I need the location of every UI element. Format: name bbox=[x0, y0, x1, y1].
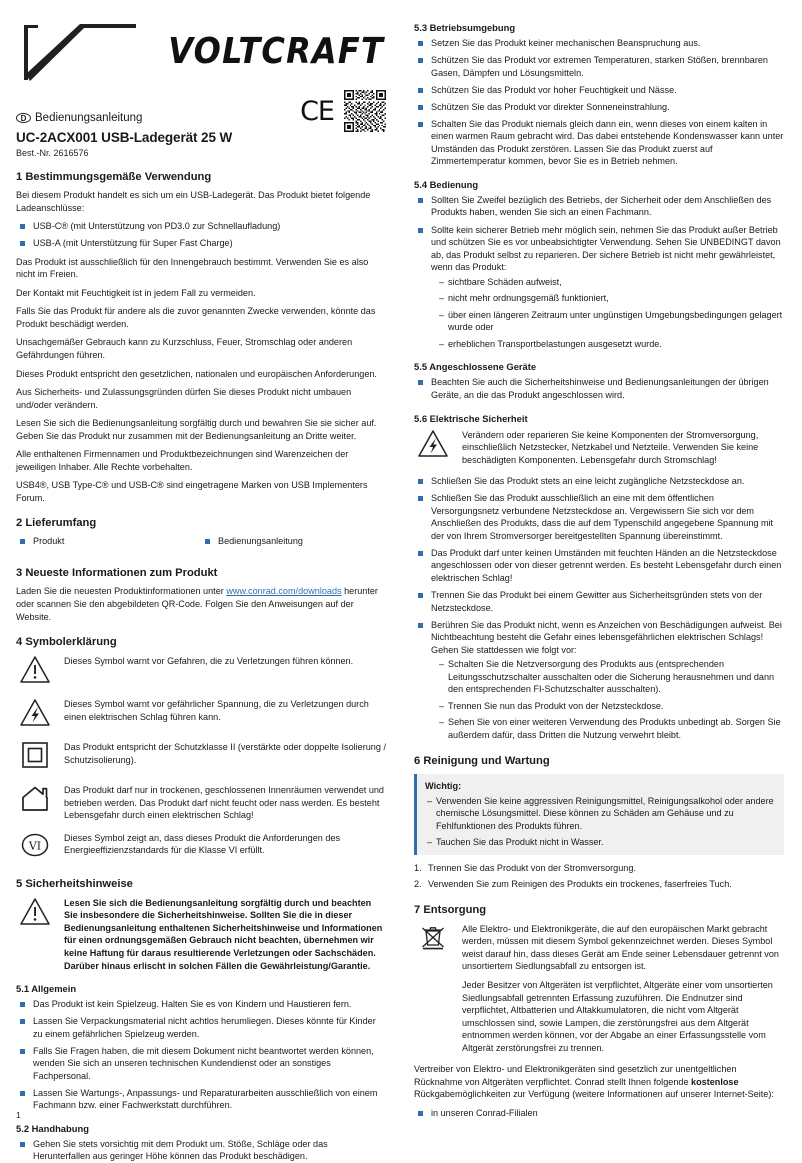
manual-keep-paragraph: Lesen Sie sich die Bedienungsanleitung sorgfältig durch und bewahren Sie sie sicher auf. Geben Sie das Produkt nur zusammen mit der Bedienungsanleitung an Dritte weiter. bbox=[16, 418, 377, 441]
list-item: Produkt bbox=[16, 535, 201, 548]
modification-paragraph: Aus Sicherheits- und Zulassungsgründen dürfen Sie dieses Produkt nicht umbauen und/oder verändern. bbox=[16, 387, 352, 410]
delivery-list-right bbox=[201, 535, 386, 552]
downloads-paragraph bbox=[16, 585, 386, 623]
symbol-row-efficiency bbox=[16, 831, 386, 865]
warning-triangle-icon bbox=[16, 654, 54, 688]
indoor-use-house-icon bbox=[16, 783, 54, 817]
note-title: Wichtig: bbox=[425, 780, 462, 791]
subsection-heading-5-3: 5.3 Betriebsumgebung bbox=[414, 22, 516, 33]
disposal-block bbox=[414, 922, 784, 1054]
list-item: Lassen Sie Wartungs-, Anpassungs- und Reparaturarbeiten ausschließlich von einem Fachmann bzw. einer Fachwerkstatt durchführen. bbox=[16, 1087, 386, 1112]
list-item: in unseren Conrad-Filialen bbox=[414, 1107, 784, 1120]
usb-trademark-paragraph: USB4®, USB Type-C® und USB-C® sind eingetragene Marken von USB Implementers Forum. bbox=[16, 480, 368, 503]
list-item: Beachten Sie auch die Sicherheitshinweise und Bedienungsanleitungen der übrigen Geräte, an die das Produkt angeschlossen wird. bbox=[414, 376, 784, 401]
right-column bbox=[414, 22, 784, 1118]
subsection-heading-5-2: 5.2 Handhabung bbox=[16, 1122, 89, 1134]
sub-list-item: – nicht mehr ordnungsgemäß funktioniert, bbox=[439, 292, 784, 305]
electrical-warning-block bbox=[414, 428, 784, 467]
important-note-box bbox=[414, 774, 784, 855]
list-item: Setzen Sie das Produkt keiner mechanischen Beanspruchung aus. bbox=[414, 37, 784, 50]
qr-code-icon bbox=[344, 90, 386, 132]
operation-list bbox=[414, 194, 784, 351]
list-item: Schützen Sie das Produkt vor hoher Feuchtigkeit und Nässe. bbox=[414, 84, 784, 97]
note-list bbox=[425, 795, 775, 849]
disposal-paragraph-1: Alle Elektro- und Elektronikgeräte, die auf den europäischen Markt gebracht werden, müssen mit diesem Symbol gekennzeichnet werden. Dieses Symbol weist darauf hin, dass dieses Gerät am Ende seiner Lebensdauer getrennt von unsortiertem Siedlungsabfall zu entsorgen ist. bbox=[462, 923, 779, 972]
list-item: Gehen Sie stets vorsichtig mit dem Produkt um. Stöße, Schläge oder das Herunterfallen aus geringer Höhe können das Produkt beschädigen. bbox=[16, 1138, 386, 1163]
title-block bbox=[16, 95, 386, 158]
misuse-paragraph: Falls Sie das Produkt für andere als die zuvor genannten Zwecke verwenden, könnte das Produkt beschädigt werden. bbox=[16, 306, 376, 329]
ce-mark-icon: CE bbox=[300, 95, 334, 127]
sub-list-item: – über einen längeren Zeitraum unter ungünstigen Umgebungsbedingungen gelagert wurde oder bbox=[439, 309, 784, 334]
downloads-text-before: Laden Sie die neuesten Produktinformationen unter bbox=[16, 586, 227, 597]
list-item: Das Produkt ist kein Spielzeug. Halten Sie es von Kindern und Haustieren fern. bbox=[16, 998, 386, 1011]
sub-list-item: – Verwenden Sie keine aggressiven Reinigungsmittel, Reinigungsalkohol oder andere chemische Lösungsmittel. Diese können zu Schäden am Gehäuse und zu Fehlfunktionen des Produkts führen. bbox=[427, 795, 775, 833]
list-item: Schützen Sie das Produkt vor extremen Temperaturen, starken Stößen, brennbaren Gasen, Dämpfen und Lösungsmitteln. bbox=[414, 54, 784, 79]
moisture-paragraph: Der Kontakt mit Feuchtigkeit ist in jedem Fall zu vermeiden. bbox=[16, 287, 256, 298]
operation-sublist bbox=[431, 276, 784, 351]
list-item: USB-A (mit Unterstützung für Super Fast Charge) bbox=[16, 237, 386, 250]
symbol-row-indoor bbox=[16, 783, 386, 822]
sub-list-item: – sichtbare Schäden aufweist, bbox=[439, 276, 784, 289]
sub-list-item: – Trennen Sie nun das Produkt von der Netzsteckdose. bbox=[439, 700, 784, 713]
operating-environment-list bbox=[414, 37, 784, 168]
symbol-row-warning bbox=[16, 654, 386, 688]
subsection-heading-5-4: 5.4 Bedienung bbox=[414, 178, 479, 190]
sub-list-item: – Schalten Sie die Netzversorgung des Produkts aus (entsprechenden Leitungsschutzschalter ausschalten oder die Sicherung herausnehmen und dann den entsprechenden FI-Schutzschalter ausschalten). bbox=[439, 658, 784, 696]
list-item: Bedienungsanleitung bbox=[201, 535, 386, 548]
sub-list-item: – Sehen Sie von einer weiteren Verwendung des Produkts unbedingt ab. Sorgen Sie außerdem dafür, dass Dritten die Nutzung verwehrt bleibt. bbox=[439, 716, 784, 741]
warning-triangle-icon bbox=[16, 896, 54, 930]
list-item bbox=[414, 224, 784, 351]
safety-warning-text: Lesen Sie sich die Bedienungsanleitung sorgfältig durch und beachten Sie insbesondere die Sicherheitshinweise. Sollten Sie die in dieser Bedienungsanleitung enthaltenen Sicherheitshinweise und Informationen für einen ordnungsgemäßen Gebrauch nicht beachten, übernehmen wir keine Haftung für daraus resultierende Verletzungen oder Sachschäden. Darüber hinaus erlischt in solchen Fällen die Gewährleistung/Garantie. bbox=[64, 897, 383, 971]
list-item: Schützen Sie das Produkt vor direkter Sonneneinstrahlung. bbox=[414, 101, 784, 114]
svg-text:VI: VI bbox=[28, 839, 42, 853]
list-item: Schalten Sie das Produkt niemals gleich dann ein, wenn dieses von einem kalten in einen warmen Raum gebracht wird. Das dabei entstehende Kondenswasser kann unter Umständen das Produkt zerstören. Lassen Sie das Produkt zuerst auf Zimmertemperatur kommen, bevor Sie es in Betrieb nehmen. bbox=[414, 118, 784, 168]
page-number: 1 bbox=[16, 1110, 21, 1120]
high-voltage-triangle-icon bbox=[16, 697, 54, 731]
takeback-keyword: kostenlose bbox=[691, 1076, 739, 1087]
section-heading-5: 5 Sicherheitshinweise bbox=[16, 877, 133, 890]
general-safety-list bbox=[16, 998, 386, 1112]
section-heading-7: 7 Entsorgung bbox=[414, 903, 487, 916]
subsection-heading-5-1: 5.1 Allgemein bbox=[16, 983, 77, 995]
document-type-label: Bedienungsanleitung bbox=[35, 112, 143, 124]
symbol-text: Dieses Symbol warnt vor Gefahren, die zu Verletzungen führen können. bbox=[64, 656, 354, 667]
intro-paragraph: Bei diesem Produkt handelt es sich um ein USB-Ladegerät. Das Produkt bietet folgende Ladeanschlüsse: bbox=[16, 190, 371, 213]
electrical-warning-text: Verändern oder reparieren Sie keine Komponenten der Stromversorgung, einschließlich Netzstecker, Netzkabel und Netzteile. Verwenden Sie keine beschädigten Komponenten. Lebensgefahr durch Stromschlag! bbox=[462, 429, 759, 465]
list-item: Verwenden Sie zum Reinigen des Produkts ein trockenes, faserfreies Tuch. bbox=[428, 879, 732, 890]
symbol-row-voltage bbox=[16, 697, 386, 731]
electrical-steps-sublist bbox=[431, 658, 784, 741]
symbol-text: Das Produkt entspricht der Schutzklasse II (verstärkte oder doppelte Isolierung / Schutzisolierung). bbox=[64, 742, 386, 765]
crossed-out-wheelie-bin-icon bbox=[414, 922, 452, 956]
list-item: Lassen Sie Verpackungsmaterial nicht achtlos herumliegen. Dieses könnte für Kinder zu einem gefährlichen Spielzeug werden. bbox=[16, 1015, 386, 1040]
compliance-paragraph: Dieses Produkt entspricht den gesetzlichen, nationalen und europäischen Anforderungen. bbox=[16, 368, 377, 379]
hazard-paragraph: Unsachgemäßer Gebrauch kann zu Kurzschluss, Feuer, Stromschlag oder anderen Gefährdungen führen. bbox=[16, 337, 353, 360]
symbol-text: Das Produkt darf nur in trockenen, geschlossenen Innenräumen verwendet und betrieben werden. Das Produkt darf nicht feucht oder nass werden. Es besteht Lebensgefahr durch einen elektrischen Schlag! bbox=[64, 785, 384, 821]
safety-warning-block bbox=[16, 896, 386, 972]
list-item: Falls Sie Fragen haben, die mit diesem Dokument nicht beantwortet werden können, wenden Sie sich an unseren technischen Kundendienst oder an sonstiges Fachpersonal. bbox=[16, 1045, 386, 1083]
list-item: Schließen Sie das Produkt ausschließlich an eine mit dem öffentlichen Versorgungsnetz verbundene Netzsteckdose an. Vergewissern Sie sich vor dem Anschließen des Produkts, dass die auf dem Typenschild angegebene Spannung mit der von Ihrem Stromversorger bereitgestellten Spannung übereinstimmt. bbox=[414, 492, 784, 542]
downloads-text-after: herunter oder scannen Sie den abgebildeten QR-Code. Folgen Sie den Anweisungen auf der Website. bbox=[16, 586, 378, 622]
order-number: Best.-Nr. 2616576 bbox=[16, 148, 89, 158]
sub-list-item: – Tauchen Sie das Produkt nicht in Wasser. bbox=[427, 836, 775, 849]
conformity-marks bbox=[300, 90, 386, 132]
electrical-safety-list bbox=[414, 475, 784, 741]
section-heading-4: 4 Symbolerklärung bbox=[16, 636, 117, 649]
list-item: Sollten Sie Zweifel bezüglich des Betriebs, der Sicherheit oder dem Anschließen des Produkts haben, wenden Sie sich an einen Fachmann. bbox=[414, 194, 784, 219]
disposal-paragraph-3 bbox=[414, 1063, 784, 1101]
list-item-text: Berühren Sie das Produkt nicht, wenn es Anzeichen von Beschädigungen aufweist. Bei Nichtbeachtung besteht die Gefahr eines lebensgefährlichen elektrischen Schlags! Gehen Sie stattdessen wie folgt vor: bbox=[431, 619, 782, 655]
downloads-link[interactable]: www.conrad.com/downloads bbox=[226, 586, 342, 597]
charging-ports-list bbox=[16, 220, 386, 250]
symbol-row-class2 bbox=[16, 740, 386, 774]
voltcraft-logo-icon bbox=[18, 22, 138, 84]
brand-wordmark: VOLTCRAFT bbox=[168, 29, 384, 72]
trademark-paragraph: Alle enthaltenen Firmennamen und Produktbezeichnungen sind Warenzeichen der jeweiligen Inhaber. Alle Rechte vorbehalten. bbox=[16, 449, 349, 472]
list-item-text: Sollte kein sicherer Betrieb mehr möglich sein, nehmen Sie das Produkt außer Betrieb und schützen Sie es vor unbeabsichtigter Verwendung. Sehen Sie UNBEDINGT davon ab, das Produkt selbst zu reparieren. Der sichere Betrieb ist nicht mehr gewährleistet, wenn das Produkt: bbox=[431, 224, 781, 273]
section-heading-3: 3 Neueste Informationen zum Produkt bbox=[16, 567, 218, 580]
cleaning-steps-list bbox=[414, 862, 784, 891]
list-item: Trennen Sie das Produkt bei einem Gewitter aus Sicherheitsgründen stets von der Netzsteckdose. bbox=[414, 589, 784, 614]
section-heading-1: 1 Bestimmungsgemäße Verwendung bbox=[16, 171, 212, 183]
page-title: UC-2ACX001 USB-Ladegerät 25 W bbox=[16, 130, 233, 145]
subsection-heading-5-5: 5.5 Angeschlossene Geräte bbox=[414, 361, 537, 373]
handling-list bbox=[16, 1138, 386, 1163]
list-item: Trennen Sie das Produkt von der Stromversorgung. bbox=[428, 862, 636, 873]
symbol-text: Dieses Symbol zeigt an, dass dieses Produkt die Anforderungen des Energieeffizienzstandards für die Klasse VI erfüllt. bbox=[64, 832, 341, 856]
symbol-text: Dieses Symbol warnt vor gefährlicher Spannung, die zu Verletzungen durch einen elektrischen Schlag führen kann. bbox=[64, 699, 369, 722]
takeback-options-list bbox=[414, 1107, 784, 1120]
left-column bbox=[16, 22, 386, 1162]
takeback-text-b: Rückgabemöglichkeiten zur Verfügung (weitere Informationen auf unserer Internet-Seite): bbox=[414, 1089, 774, 1100]
section-heading-6: 6 Reinigung und Wartung bbox=[414, 754, 550, 767]
list-item: Das Produkt darf unter keinen Umständen mit feuchten Händen an die Netzsteckdose angeschlossen oder von dieser getrennt werden. Es besteht Lebensgefahr durch einen elektrischen Schlag! bbox=[414, 547, 784, 585]
subsection-heading-5-6: 5.6 Elektrische Sicherheit bbox=[414, 412, 528, 424]
disposal-text bbox=[462, 922, 784, 1054]
list-item bbox=[414, 619, 784, 742]
efficiency-class-vi-icon bbox=[16, 831, 54, 865]
section-heading-2: 2 Lieferumfang bbox=[16, 517, 97, 530]
delivery-list-left bbox=[16, 535, 201, 552]
language-code-icon: D bbox=[16, 113, 31, 123]
two-column-layout bbox=[16, 22, 786, 1162]
high-voltage-triangle-icon bbox=[414, 428, 452, 462]
usage-paragraph: Das Produkt ist ausschließlich für den Innengebrauch bestimmt. Verwenden Sie es also nicht im Freien. bbox=[16, 256, 369, 280]
list-item: Schließen Sie das Produkt stets an eine leicht zugängliche Netzsteckdose an. bbox=[414, 475, 784, 488]
sub-list-item: – erheblichen Transportbelastungen ausgesetzt wurde. bbox=[439, 338, 784, 351]
list-item: USB-C® (mit Unterstützung von PD3.0 zur Schnellaufladung) bbox=[16, 220, 386, 233]
scope-of-delivery-list bbox=[16, 535, 386, 554]
connected-devices-list bbox=[414, 376, 784, 401]
class-2-double-square-icon bbox=[16, 740, 54, 774]
disposal-paragraph-2: Jeder Besitzer von Altgeräten ist verpflichtet, Altgeräte einer vom unsortierten Siedlungsabfall getrennten Erfassung zuzuführen. Die Endnutzer sind verpflichtet, Altbatterien und Altakkumulatoren, die nicht vom Altgerät umschlossen sind, sowie Lampen, die zerstörungsfrei aus dem Altgerät entnommen werden können, vor der Abgabe an einer Erfassungsstelle vom Altgerät zerstörungsfrei zu trennen. bbox=[462, 980, 773, 1053]
takeback-text-a: Vertreiber von Elektro- und Elektronikgeräten sind gesetzlich zur unentgeltlichen Rücknahme von Altgeräten verpflichtet. Conrad stellt Ihnen folgende bbox=[414, 1064, 737, 1087]
